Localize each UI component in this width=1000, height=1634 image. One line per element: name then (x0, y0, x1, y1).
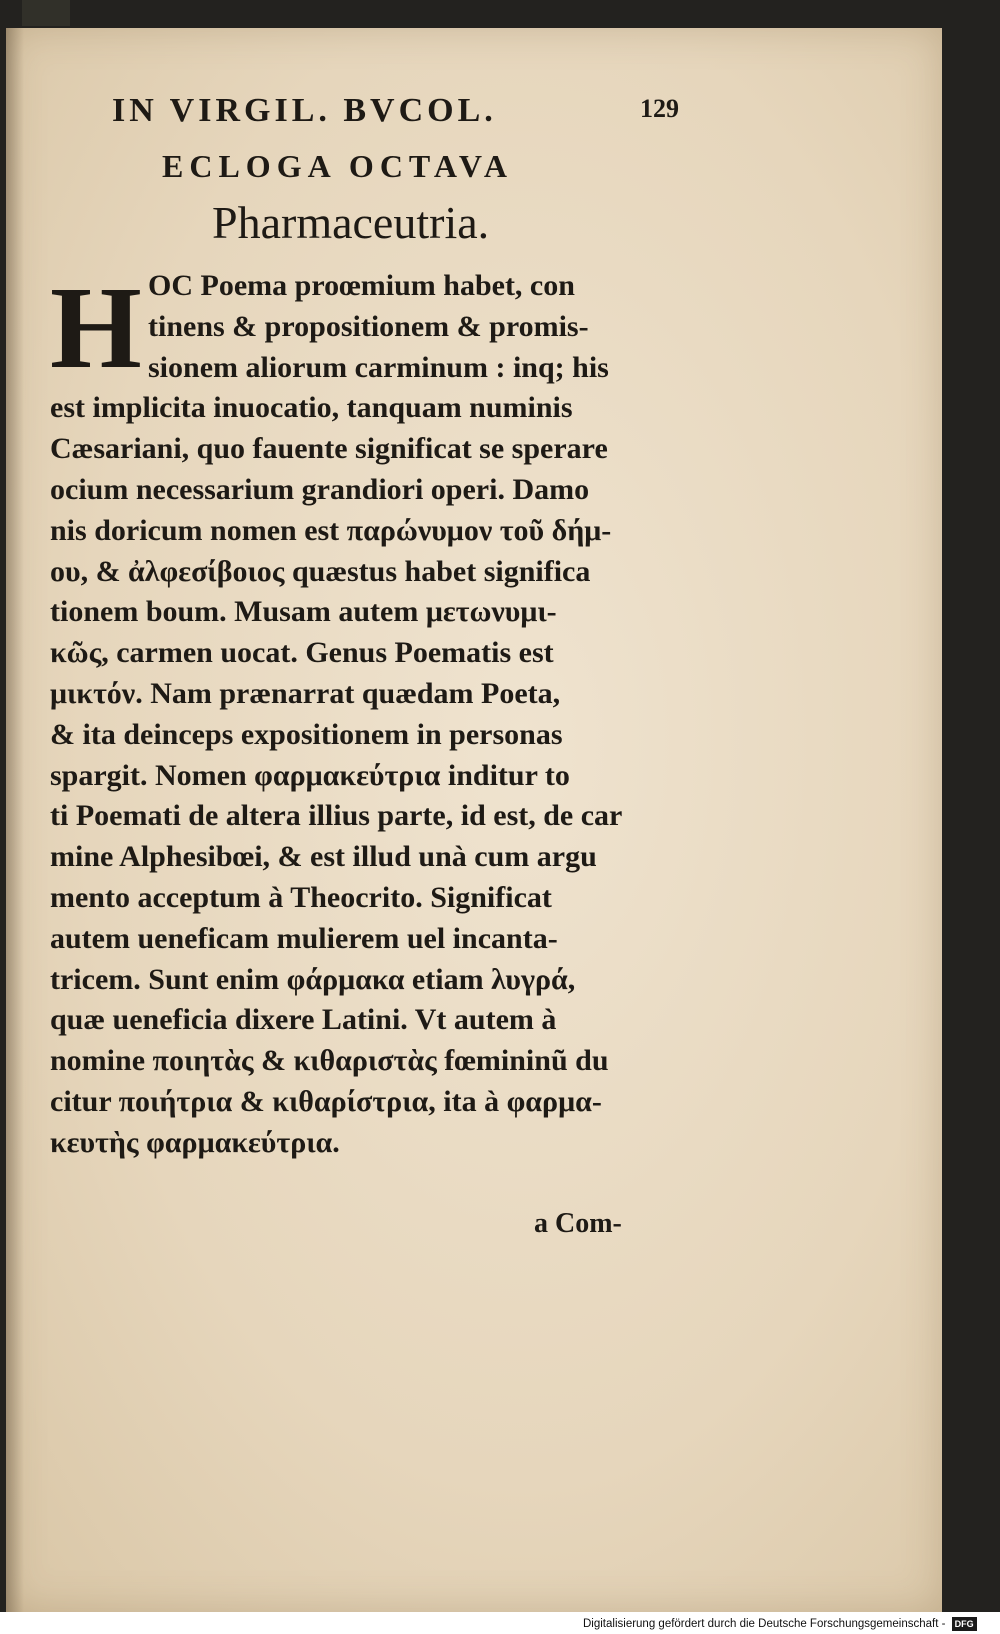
body-line: tinens & propositionem & promis- (148, 309, 589, 343)
section-title: Pharmaceutria. (212, 197, 490, 248)
page-spine-shadow (6, 28, 24, 1612)
body-line: spargit. Nomen φαρμακεύτρια inditur to (50, 758, 570, 792)
body-line: nomine ποιητὰς & κιθαριστὰς fœmininũ du (50, 1044, 609, 1078)
body-line: κευτὴς φαρμακεύτρια. (50, 1125, 340, 1159)
running-head: IN VIRGIL. BVCOL. (112, 92, 497, 129)
credit-text: Digitalisierung gefördert durch die Deutsche Forschungsgemeinschaft - (583, 1618, 946, 1630)
scan-corner-mark (22, 0, 70, 26)
body-line: μικτόν. Nam prænarrat quædam Poeta, (50, 676, 561, 710)
dfg-logo: DFG (952, 1617, 977, 1631)
catchword: a Com- (534, 1208, 622, 1239)
body-line: ti Poemati de altera illius parte, id est, de car (50, 799, 623, 833)
body-line: citur ποιήτρια & κιθαρίστρια, ita à φαρμα- (50, 1084, 602, 1118)
body-line: quæ ueneficia dixere Latini. Vt autem à (50, 1003, 557, 1037)
body-line: κῶς, carmen uocat. Genus Poematis est (50, 636, 554, 670)
body-line: mento acceptum à Theocrito. Significat (50, 880, 552, 914)
body-line: tionem boum. Musam autem μετωνυμι- (50, 595, 557, 629)
body-line: ocium necessarium grandiori operi. Damo (50, 472, 590, 506)
body-line: OC Poema proœmium habet, con (148, 269, 575, 302)
body-line: & ita deinceps expositionem in personas (50, 717, 563, 751)
drop-cap: H (50, 262, 142, 393)
page-number: 129 (640, 94, 679, 123)
digitization-credit (583, 1614, 1000, 1634)
body-line: mine Alphesibœi, & est illud unà cum argu (50, 840, 597, 874)
body-line: nis doricum nomen est παρώνυμον τοῦ δήμ- (50, 513, 612, 547)
eclogue-title: ECLOGA OCTAVA (162, 148, 513, 184)
body-line: Cæsariani, quo fauente significat se sperare (50, 432, 608, 466)
body-line: tricem. Sunt enim φάρμακα etiam λυγρά, (50, 962, 576, 996)
body-line: est implicita inuocatio, tanquam numinis (50, 391, 573, 425)
body-line: ου, & ἀλφεσίβοιος quæstus habet significa (50, 554, 591, 588)
body-line: sionem aliorum carminum : inq; his (148, 350, 609, 384)
body-text (50, 262, 690, 1164)
body-line: autem ueneficam mulierem uel incanta- (50, 921, 558, 955)
